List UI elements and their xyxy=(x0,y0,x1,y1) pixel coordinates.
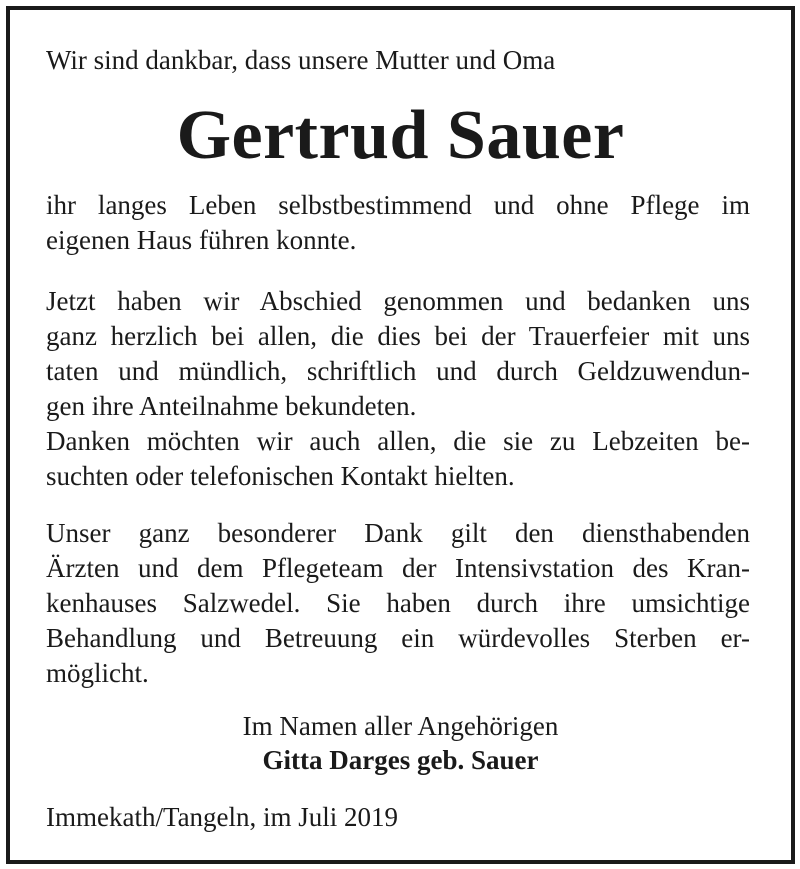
paragraph-1-line-2: eigenen Haus führen konnte. xyxy=(46,225,357,255)
paragraph-3-line-4: Behandlung und Betreuung ein würdevolles Sterben er- xyxy=(46,623,750,653)
paragraph-3-line-3: kenhauses Salzwedel. Sie haben durch ihre umsichtige xyxy=(46,588,750,618)
paragraph-2-line-1: Jetzt haben wir Abschied genommen und bedanken uns xyxy=(46,286,750,316)
paragraph-1-line-1: ihr langes Leben selbstbestimmend und ohne Pflege im xyxy=(46,190,750,220)
signoff-line: Im Namen aller Angehörigen xyxy=(242,711,559,741)
paragraph-2-line-2: ganz herzlich bei allen, die dies bei der Trauerfeier mit uns xyxy=(46,321,750,351)
signer-name: Gitta Darges geb. Sauer xyxy=(262,745,539,775)
paragraph-2-line-4: gen ihre Anteilnahme bekundeten. xyxy=(46,391,417,421)
paragraph-2-line-6: suchten oder telefonischen Kontakt hielten. xyxy=(46,461,515,491)
paragraph-3-line-2: Ärzten und dem Pflegeteam der Intensivstation des Kran- xyxy=(46,553,750,583)
place-date: Immekath/Tangeln, im Juli 2019 xyxy=(46,802,399,832)
intro-line: Wir sind dankbar, dass unsere Mutter und Oma xyxy=(46,45,556,75)
paragraph-2-line-3: taten und mündlich, schriftlich und durch Geldzuwendun- xyxy=(46,356,750,386)
paragraph-3-line-1: Unser ganz besonderer Dank gilt den diensthabenden xyxy=(46,518,750,548)
paragraph-2-line-5: Danken möchten wir auch allen, die sie zu Lebzeiten be- xyxy=(46,426,750,456)
paragraph-3-line-5: möglicht. xyxy=(46,658,149,688)
deceased-name: Gertrud Sauer xyxy=(176,97,625,174)
obituary-notice xyxy=(6,6,795,864)
